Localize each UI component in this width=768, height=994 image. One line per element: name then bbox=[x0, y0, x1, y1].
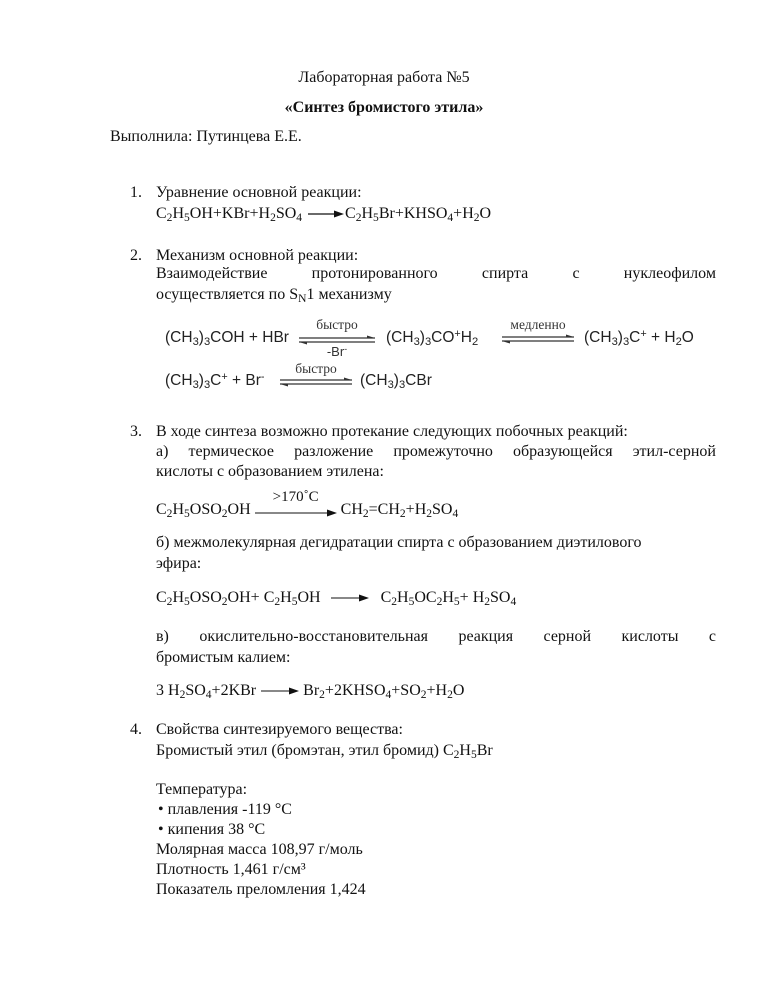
word: этил-серной bbox=[632, 443, 716, 460]
formula-2kbr: 2KBr bbox=[220, 682, 257, 699]
mechanism-text-line1 bbox=[156, 266, 716, 282]
word: серной bbox=[543, 628, 592, 645]
text: осуществляется по S bbox=[156, 286, 299, 303]
formula-khso4: $KHSO_4$ bbox=[403, 205, 454, 224]
section-1-number: 1. bbox=[130, 184, 142, 201]
formula-br2: $Br_2$ bbox=[303, 682, 325, 701]
formula-h2o: $H_2O$ bbox=[435, 682, 465, 701]
reaction-arrow-icon bbox=[255, 508, 337, 518]
sn-subscript: N bbox=[298, 292, 307, 305]
word: спирта bbox=[481, 265, 529, 282]
formula-2khso4: $2KHSO_4$ bbox=[333, 682, 392, 701]
word: кислоты bbox=[621, 628, 679, 645]
side-reaction-a-equation: $C_2H_5OSO_2OH$ >170˚C $CH_2=CH_2+H_2SO_4$ bbox=[156, 489, 459, 520]
mechanism-text-line2 bbox=[156, 287, 392, 303]
section-2-number: 2. bbox=[130, 247, 142, 264]
formula-kbr: KBr bbox=[221, 205, 250, 222]
equilibrium-arrow-2 bbox=[500, 318, 576, 348]
scheme-step3-right: $(CH_3)_3CBr$ bbox=[360, 372, 432, 391]
word: с bbox=[708, 628, 716, 645]
formula-h2so4: $H_2SO_4$ bbox=[414, 501, 459, 520]
formula-c2h5oh: $C_2H_5OH$ bbox=[263, 589, 321, 608]
section-3-heading: В ходе синтеза возможно протекание следующих побочных реакций: bbox=[156, 423, 628, 440]
arrow-label-slow: медленно bbox=[510, 317, 566, 332]
word: нуклеофилом bbox=[623, 265, 716, 282]
formula-c2h5br: $C_2H_5Br$ bbox=[345, 205, 395, 224]
equilibrium-arrow-1 bbox=[297, 318, 377, 358]
formula-h2o: $H_2O$ bbox=[462, 205, 492, 224]
word: окислительно-восстановительная bbox=[199, 628, 428, 645]
equilibrium-arrow-3 bbox=[278, 362, 354, 392]
reaction-arrow-icon bbox=[331, 593, 369, 603]
word: реакция bbox=[458, 628, 514, 645]
equilibrium-arrows-icon bbox=[500, 334, 576, 344]
word: разложение bbox=[294, 443, 374, 460]
side-reaction-b-line2: эфира: bbox=[156, 555, 202, 572]
formula-h2so4: $H_2SO_4$ bbox=[472, 589, 517, 608]
section-2-heading: Механизм основной реакции: bbox=[156, 247, 359, 264]
document-title: Лабораторная работа №5 bbox=[298, 69, 470, 86]
molar-mass: Молярная масса 108,97 г/моль bbox=[156, 841, 363, 858]
substance-label: Бромистый этил (бромэтан, этил бромид) bbox=[156, 742, 439, 759]
formula-c2h5oh: $C_2H_5OH$ bbox=[156, 205, 213, 224]
side-reaction-a-line1 bbox=[156, 444, 716, 460]
word: образующейся bbox=[512, 443, 613, 460]
refractive-index: Показатель преломления 1,424 bbox=[156, 881, 366, 898]
formula-diethyl-ether: $C_2H_5OC_2H_5$ bbox=[380, 589, 460, 608]
side-reaction-b-line1: б) межмолекулярная дегидратации спирта с образованием диэтилового bbox=[156, 534, 642, 551]
document-subtitle: «Синтез бромистого этила» bbox=[284, 99, 484, 116]
density: Плотность 1,461 г/см³ bbox=[156, 861, 306, 878]
formula-c2h5oso2oh: $C_2H_5OSO_2OH$ bbox=[156, 501, 251, 520]
formula-so2: $SO_2$ bbox=[400, 682, 427, 701]
side-reaction-v-line1 bbox=[156, 629, 716, 645]
word: Взаимодействие bbox=[156, 265, 268, 282]
section-3-number: 3. bbox=[130, 423, 142, 440]
melting-point: • плавления -119 °C bbox=[158, 801, 292, 818]
scheme-step3-left: $(CH_3)_3C^+ + Br^-$ bbox=[165, 371, 265, 391]
reaction-arrow-with-condition bbox=[255, 489, 337, 517]
formula-c2h5oso2oh: $C_2H_5OSO_2OH$ bbox=[156, 589, 251, 608]
word: промежуточно bbox=[393, 443, 493, 460]
reaction-arrow-icon bbox=[261, 686, 299, 696]
reaction-arrow-icon bbox=[308, 209, 344, 219]
scheme-step2-right: $(CH_3)_3C^+ + H_2O$ bbox=[584, 328, 694, 348]
formula-h2so4: $H_2SO_4$ bbox=[168, 682, 212, 701]
main-reaction-equation: $C_2H_5OH+KBr+H_2SO_4$ $C_2H_5Br+KHSO_4+H_2O$ bbox=[156, 205, 492, 224]
side-reaction-b-equation: $C_2H_5OSO_2OH+ C_2H_5OH$ $C_2H_5OC_2H_5+ H_2SO_4$ bbox=[156, 589, 517, 608]
temperature-condition: >170˚C bbox=[272, 489, 319, 505]
text: 1 механизму bbox=[306, 286, 392, 303]
side-reaction-a-line2: кислоты с образованием этилена: bbox=[156, 463, 384, 480]
temperature-label: Температура: bbox=[156, 781, 248, 798]
boiling-point: • кипения 38 °C bbox=[158, 821, 266, 838]
section-4-number: 4. bbox=[130, 721, 142, 738]
arrow-label-fast: быстро bbox=[316, 317, 358, 332]
word: в) bbox=[156, 628, 169, 645]
word: а) bbox=[156, 443, 169, 460]
coefficient: 3 bbox=[156, 682, 164, 699]
formula-c2h5br: $C_2H_5Br$ bbox=[442, 742, 493, 761]
word: протонированного bbox=[311, 265, 438, 282]
author-line: Выполнила: Путинцева Е.Е. bbox=[110, 128, 302, 145]
side-reaction-v-line2: бромистым калием: bbox=[156, 649, 291, 666]
substance-name bbox=[156, 743, 493, 759]
equilibrium-arrows-icon bbox=[278, 377, 354, 387]
formula-h2so4: $H_2SO_4$ bbox=[258, 205, 303, 224]
arrow-label-br-minus: -Br- bbox=[326, 343, 348, 359]
section-1-heading: Уравнение основной реакции: bbox=[156, 184, 362, 201]
formula-ethylene: $CH_2=CH_2$ bbox=[340, 501, 406, 520]
word: термическое bbox=[188, 443, 274, 460]
side-reaction-v-equation: 3 $H_2SO_4+2KBr$ $Br_2+2KHSO_4+SO_2+H_2O$ bbox=[156, 682, 465, 701]
scheme-step1-left: $(CH_3)_3COH$ + HBr bbox=[165, 329, 289, 348]
arrow-label-fast: быстро bbox=[295, 361, 337, 376]
section-4-heading: Свойства синтезируемого вещества: bbox=[156, 721, 403, 738]
scheme-step1-mid: $(CH_3)_3CO^+H_2$ bbox=[386, 328, 479, 348]
word: с bbox=[572, 265, 580, 282]
